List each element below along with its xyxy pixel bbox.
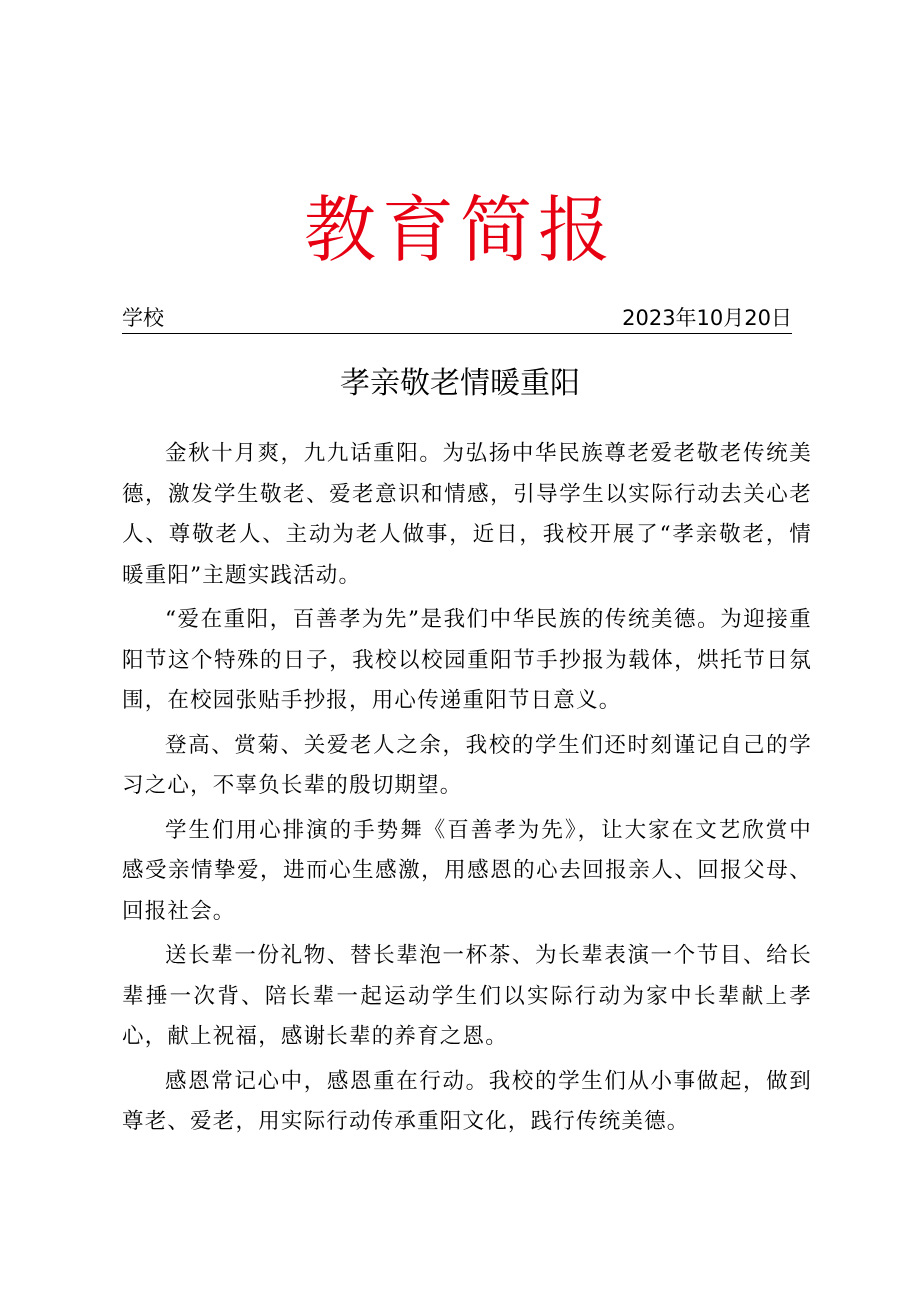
article-paragraph-5: 送长辈一份礼物、替长辈泡一杯茶、为长辈表演一个节目、给长辈捶一次背、陪长辈一起运动学生们以实际行动为家中长辈献上孝心，献上祝福，感谢长辈的养育之恩。 [122, 943, 812, 1049]
meta-row [122, 303, 792, 334]
article-paragraph-1: 金秋十月爽，九九话重阳。为弘扬中华民族尊老爱老敬老传统美德，激发学生敬老、爱老意识和情感，引导学生以实际行动去关心老人、尊敬老人、主动为老人做事，近日，我校开展了“孝亲敬老，情暖重阳”主题实践活动。 [122, 441, 812, 588]
article-body [122, 434, 812, 1147]
article-paragraph-6: 感恩常记心中，感恩重在行动。我校的学生们从小事做起，做到尊老、爱老，用实际行动传承重阳文化，践行传统美德。 [122, 1068, 812, 1134]
masthead-title: 教育简报 [303, 188, 616, 272]
article-paragraph-4: 学生们用心排演的手势舞《百善孝为先》，让大家在文艺欣赏中感受亲情挚爱，进而心生感激，用感恩的心去回报亲人、回报父母、回报社会。 [122, 817, 812, 924]
issue-date: 2023年10月20日 [622, 306, 792, 330]
article-headline: 孝亲敬老情暖重阳 [340, 366, 580, 401]
article-paragraph-2: “爱在重阳，百善孝为先”是我们中华民族的传统美德。为迎接重阳节这个特殊的日子，我校以校园重阳节手抄报为载体，烘托节日氛围，在校园张贴手抄报，用心传递重阳节日意义。 [122, 607, 812, 713]
school-name: 学校 [122, 306, 164, 330]
article-paragraph-3: 登高、赏菊、关爱老人之余，我校的学生们还时刻谨记自己的学习之心，不辜负长辈的殷切期望。 [122, 732, 812, 798]
